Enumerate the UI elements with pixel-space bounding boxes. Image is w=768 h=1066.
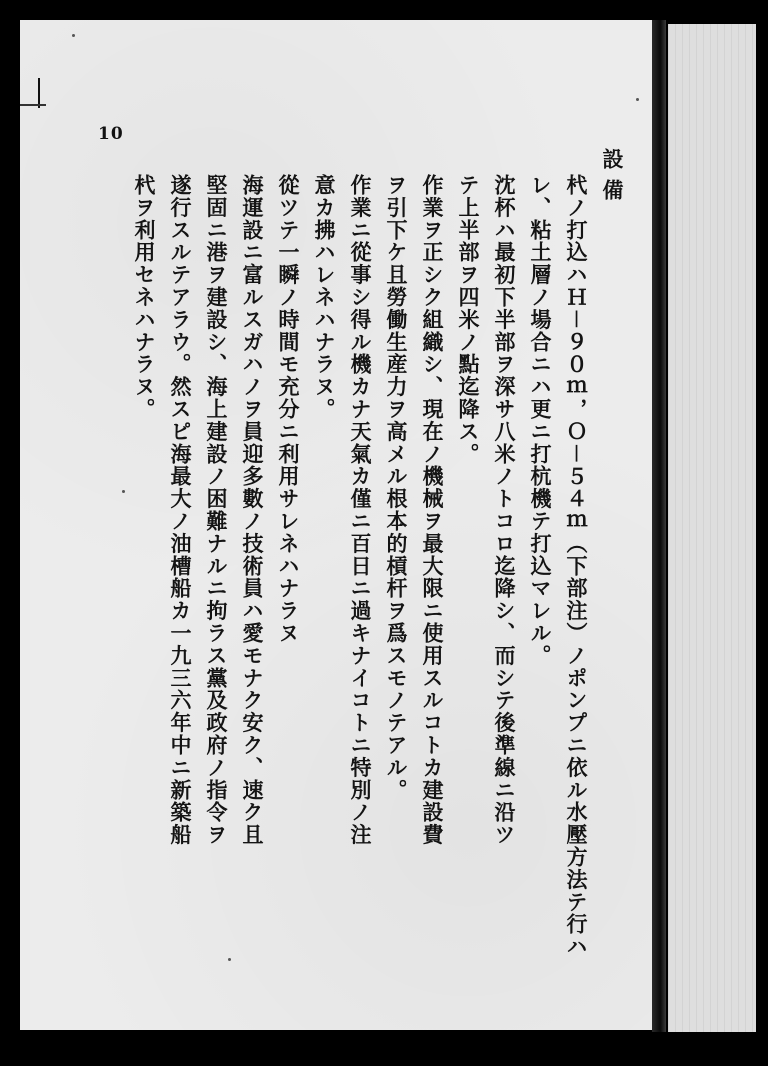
text-column: 從ツテ一瞬ノ時間モ充分ニ利用サレネハナラヌ [276,174,301,645]
adjacent-page-edge [668,24,756,1032]
text-column: 杙ノ打込ハＨ－９０ｍ，Ｏ－５４ｍ（下部注）ノポンプニ依ル水壓方法テ行ハ [564,174,589,958]
text-column: 海運設ニ富ルスガハノヲ員迎多數ノ技術員ハ愛モナク安ク、速ク且 [240,174,265,846]
text-column: 作業ヲ正シク組織シ、現在ノ機械ヲ最大限ニ使用スルコトカ建設費 [420,174,445,846]
text-column: 遂行スルテアラウ。然スピ海最大ノ油槽船カ一九三六年中ニ新築船 [168,174,193,846]
text-column: 沈杯ハ最初下半部ヲ深サ八米ノトコロ迄降シ、而シテ後準線ニ沿ツ [492,174,517,846]
vertical-text-block [132,148,630,968]
paper-speck [636,98,639,101]
page-number: 10 [98,124,124,144]
paper-speck [228,958,231,961]
text-column: 作業ニ從事シ得ル機カナ天氣カ僅ニ百日ニ過キナイコトニ特別ノ注 [348,174,373,846]
text-column: レ、粘土層ノ場合ニハ更ニ打杭機テ打込マレル。 [528,174,553,667]
text-column: 堅固ニ港ヲ建設シ、海上建設ノ困難ナルニ拘ラス黨及政府ノ指令ヲ [204,174,229,846]
text-column: ヲ引下ケ且勞働生産力ヲ高メル根本的槓杆ヲ爲スモノテアル。 [384,174,409,802]
text-column: 杙ヲ利用セネハナラヌ。 [132,174,157,421]
text-column: テ上半部ヲ四米ノ點迄降ス。 [456,174,481,466]
margin-tick [20,104,46,106]
paper-speck [122,490,125,493]
book-spine-shadow [652,20,666,1032]
text-column: 意カ拂ハレネハナラヌ。 [312,174,337,421]
section-header: 設 備 [600,148,625,202]
paper-speck [72,34,75,37]
